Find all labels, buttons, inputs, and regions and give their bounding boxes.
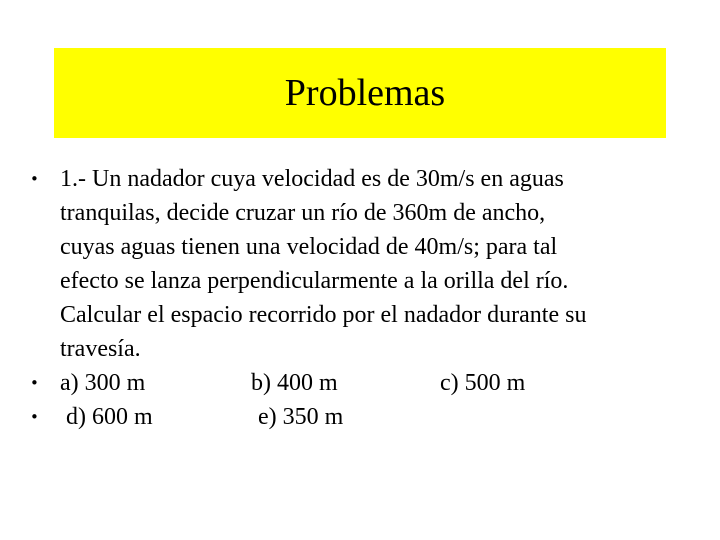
bullet-icon: •	[30, 170, 39, 188]
question-line: travesía.	[60, 336, 141, 362]
option-a: a) 300 m	[60, 370, 146, 396]
option-b: b) 400 m	[251, 370, 338, 396]
option-c: c) 500 m	[440, 370, 526, 396]
question-line: tranquilas, decide cruzar un río de 360m de ancho,	[60, 200, 546, 226]
question-line: 1.- Un nadador cuya velocidad es de 30m/s en aguas	[60, 166, 564, 192]
option-e: e) 350 m	[258, 404, 344, 430]
question-item	[30, 162, 700, 366]
options-row-2	[30, 400, 700, 434]
bullet-icon: •	[30, 408, 39, 426]
slide-title: Problemas	[284, 72, 446, 114]
question-line: efecto se lanza perpendicularmente a la orilla del río.	[60, 268, 569, 294]
question-line: cuyas aguas tienen una velocidad de 40m/s; para tal	[60, 234, 558, 260]
title-banner	[54, 48, 666, 138]
question-line: Calcular el espacio recorrido por el nadador durante su	[60, 302, 587, 328]
option-d: d) 600 m	[66, 404, 153, 430]
options-row-1	[30, 366, 700, 400]
bullet-list	[30, 162, 700, 434]
bullet-icon: •	[30, 374, 39, 392]
